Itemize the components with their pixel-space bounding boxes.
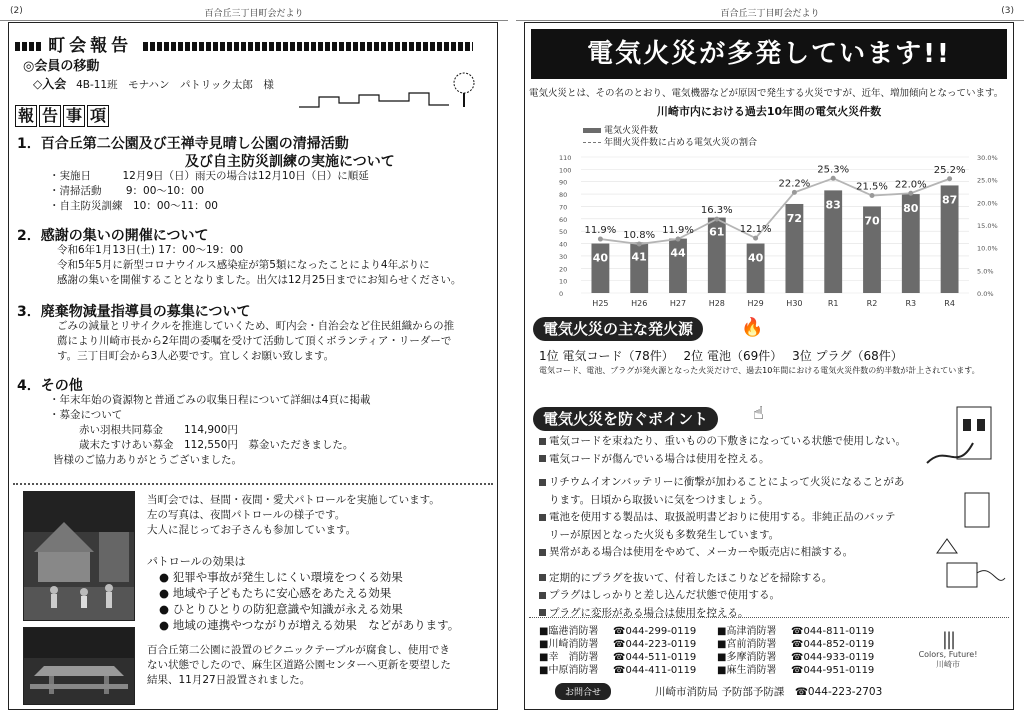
prevention-heading: 電気火災を防ぐポイント bbox=[533, 407, 718, 431]
plug-illustrations bbox=[917, 403, 1009, 603]
y-tick-label: 0 bbox=[559, 290, 564, 298]
bar-value-label: 61 bbox=[709, 225, 725, 239]
fire-banner: 電気火災が多発しています!! bbox=[531, 29, 1007, 79]
bar-value-label: 72 bbox=[786, 211, 803, 225]
pct-label: 11.9% bbox=[662, 225, 694, 237]
item-1-line: ・清掃活動 9：00～10：00 bbox=[49, 185, 205, 197]
tip-item bbox=[539, 570, 919, 588]
pct-label: 22.2% bbox=[778, 178, 811, 190]
legend-bar-label: 電気火災件数 bbox=[604, 126, 659, 136]
effect-item: ● 犯罪や事故が発生しにくい環境をつくる効果 bbox=[159, 570, 403, 584]
item-2-title: 2．感謝の集いの開催について bbox=[17, 228, 209, 244]
item-4-line: 歳末たすけあい募金 112,550円 募金いただきました。 bbox=[79, 439, 354, 451]
station-name: ■麻生消防署 bbox=[717, 665, 777, 676]
causes-list: 1位 電気コード（78件） 2位 電池（69件） 3位 プラグ（68件） bbox=[539, 349, 903, 363]
y-tick-label: 50 bbox=[559, 228, 568, 237]
report-heading bbox=[15, 105, 111, 127]
station-name: ■高津消防署 bbox=[717, 626, 777, 637]
pct-label: 10.8% bbox=[623, 230, 656, 242]
logo-mark: ||| bbox=[941, 629, 955, 650]
legend-line-label: 年間火災件数に占める電気火災の割合 bbox=[604, 138, 758, 148]
logo-text: Colors, Future! bbox=[918, 650, 978, 659]
y-tick-label: 60 bbox=[559, 215, 568, 224]
page-title: 町会報告 bbox=[48, 36, 133, 56]
picnic-table-image bbox=[24, 628, 134, 704]
bar-value-label: 44 bbox=[670, 246, 686, 260]
x-tick-label: H30 bbox=[786, 299, 803, 308]
station-name: ■中原消防署 bbox=[539, 665, 599, 676]
contact-text: 川崎市消防局 予防部予防課 ☎044-223-2703 bbox=[655, 686, 883, 698]
y-tick-label: 40 bbox=[559, 240, 568, 249]
item-4-line: ・年末年始の資源物と普通ごみの収集日程について詳細は4頁に掲載 bbox=[49, 394, 371, 406]
night-patrol-image bbox=[24, 492, 134, 620]
pct-point bbox=[831, 176, 836, 181]
y2-tick-label: 20.0% bbox=[977, 199, 998, 208]
chart-svg bbox=[525, 101, 1013, 311]
x-tick-label: H27 bbox=[669, 299, 687, 308]
left-page bbox=[0, 0, 508, 719]
chart-area bbox=[525, 101, 1013, 311]
station-tel: ☎044-951-0119 bbox=[791, 665, 875, 676]
station-name: ■幸 消防署 bbox=[539, 652, 599, 663]
effects-list bbox=[159, 569, 459, 633]
item-4-line: ・募金について bbox=[49, 409, 123, 421]
item-3-line: す。三丁目町会から3人必要です。宜しくお願い致します。 bbox=[57, 350, 335, 362]
title-deco-left bbox=[15, 36, 43, 55]
y-tick-label: 30 bbox=[559, 252, 568, 261]
title-deco-right bbox=[143, 42, 473, 51]
contact-label: お問合せ bbox=[555, 683, 611, 700]
y2-tick-label: 30.0% bbox=[977, 154, 998, 162]
y-tick-label: 70 bbox=[559, 203, 568, 212]
join-row bbox=[33, 75, 274, 92]
pct-label: 21.5% bbox=[856, 181, 888, 193]
running-title: 百合丘三丁目町会だより bbox=[720, 9, 820, 19]
station-tel: ☎044-933-0119 bbox=[791, 652, 875, 663]
tip-item-cont: リーが原因となった火災も多数発生しています。 bbox=[549, 528, 780, 541]
y-tick-label: 20 bbox=[559, 265, 568, 274]
stations-table bbox=[539, 625, 899, 677]
fire-frame bbox=[524, 22, 1014, 710]
station-name: ■川崎消防署 bbox=[539, 639, 599, 650]
item-2-body bbox=[57, 243, 461, 288]
y2-tick-label: 25.0% bbox=[977, 176, 998, 185]
bench-line: ない状態でしたので、麻生区道路公園センターへ更新を要望した bbox=[147, 659, 451, 671]
effect-item: ● 地域や子どもたちに安心感をあたえる効果 bbox=[159, 586, 392, 600]
report-heading-char: 項 bbox=[87, 105, 109, 127]
item-3-body bbox=[57, 319, 454, 364]
tips-list bbox=[539, 433, 919, 622]
running-header bbox=[0, 6, 508, 21]
tip-text: 電気コードが傷んでいる場合は使用を控える。 bbox=[549, 452, 770, 465]
tip-text: プラグに変形がある場合は使用を控える。 bbox=[549, 606, 749, 619]
x-tick-label: H25 bbox=[592, 299, 609, 308]
report-frame bbox=[8, 22, 498, 710]
item-3-line: 薦により川崎市長から2年間の委嘱を受けて活動して頂くボランティア・リーダーで bbox=[57, 335, 452, 347]
item-1-line: ・自主防災訓練 10：00～11：00 bbox=[49, 200, 218, 212]
item-4-body bbox=[49, 393, 370, 468]
station-tel: ☎044-223-0119 bbox=[613, 639, 697, 650]
pct-point bbox=[676, 237, 681, 242]
pct-point bbox=[870, 193, 875, 198]
station-name: ■臨港消防署 bbox=[539, 626, 599, 637]
item-1-title2: 及び自主防災訓練の実施について bbox=[185, 154, 395, 170]
tip-item bbox=[539, 587, 919, 605]
station-tel: ☎044-852-0119 bbox=[791, 639, 875, 650]
y-tick-label: 110 bbox=[559, 154, 572, 162]
page-number: (2) bbox=[10, 6, 23, 16]
y-tick-label: 80 bbox=[559, 191, 568, 200]
bar-value-label: 80 bbox=[903, 202, 919, 216]
tip-text: 電池を使用する製品は、取扱説明書どおりに使用する。非純正品のバッテ bbox=[549, 511, 896, 523]
effect-item: ● ひとりひとりの防犯意識や知識が永える効果 bbox=[159, 602, 403, 616]
join-detail: 4B-11班 モナハン パトリック太郎 様 bbox=[76, 79, 274, 91]
tip-text: 電気コードを束ねたり、重いものの下敷きになっている状態で使用しない。 bbox=[549, 435, 906, 447]
stations-grid bbox=[539, 625, 899, 677]
y2-tick-label: 10.0% bbox=[977, 244, 998, 253]
causes-note: 電気コード、電池、プラグが発火源となった火災だけで、過去10年間における電気火災件数の約半数が計上されています。 bbox=[539, 366, 980, 375]
x-tick-label: R1 bbox=[827, 299, 839, 308]
item-1-title: 1．百合丘第二公園及び王禅寺見晴し公園の清掃活動 bbox=[17, 136, 349, 152]
report-heading-char: 事 bbox=[63, 105, 85, 127]
section-divider bbox=[13, 483, 493, 485]
bench-photo bbox=[23, 627, 135, 705]
bench-line: 百合丘第二公園に設置のピクニックテーブルが腐食し、使用でき bbox=[147, 644, 450, 656]
pct-point bbox=[792, 190, 797, 195]
patrol-line: 当町会では、昼間・夜間・愛犬パトロールを実施しています。 bbox=[147, 494, 440, 506]
item-4-title: 4．その他 bbox=[17, 378, 83, 394]
tip-item bbox=[539, 544, 919, 562]
flame-icon: 🔥 bbox=[741, 317, 764, 338]
members-heading: ◎会員の移動 bbox=[23, 59, 100, 74]
patrol-line: 左の写真は、夜間パトロールの様子です。 bbox=[147, 509, 346, 521]
pct-label: 16.3% bbox=[700, 205, 733, 217]
tip-item bbox=[539, 451, 919, 469]
x-tick-label: R3 bbox=[905, 299, 917, 308]
fire-intro: 電気火災とは、その名のとおり、電気機器などが原因で発生する火災ですが、近年、増加傾向となっています。 bbox=[529, 88, 1004, 99]
pct-label: 25.2% bbox=[933, 164, 966, 176]
tip-text: 定期的にプラグを抜いて、付着したほこりなどを掃除する。 bbox=[549, 571, 833, 584]
right-page bbox=[516, 0, 1024, 719]
pct-point bbox=[714, 217, 719, 222]
y2-tick-label: 0.0% bbox=[977, 290, 994, 298]
running-header bbox=[516, 6, 1024, 21]
tip-text: プラグはしっかりと差し込んだ状態で使用する。 bbox=[549, 589, 780, 601]
y-tick-label: 90 bbox=[559, 178, 568, 187]
pct-point bbox=[947, 176, 952, 181]
chart-title: 川崎市内における過去10年間の電気火災件数 bbox=[656, 105, 882, 118]
stations-divider bbox=[529, 617, 1009, 618]
bar-value-label: 70 bbox=[864, 214, 880, 228]
item-2-line: 感謝の集いを開催することとなりました。出欠は12月25日までにお知らせください。 bbox=[57, 274, 462, 286]
item-3-line: ごみの減量とリサイクルを推進していくため、町内会・自治会など住民組織からの推 bbox=[57, 320, 455, 332]
skyline-decoration bbox=[299, 71, 479, 111]
bench-text bbox=[147, 643, 451, 688]
title-row bbox=[15, 31, 491, 56]
station-tel: ☎044-411-0119 bbox=[613, 665, 697, 676]
bar-value-label: 83 bbox=[825, 198, 841, 212]
running-title: 百合丘三丁目町会だより bbox=[204, 9, 304, 19]
item-4-line: 赤い羽根共同募金 114,900円 bbox=[79, 424, 238, 436]
bar-value-label: 87 bbox=[941, 193, 958, 207]
station-tel: ☎044-299-0119 bbox=[613, 626, 697, 637]
item-2-line: 令和5年5月に新型コロナウイルス感染症が第5類になったことにより4年ぶりに bbox=[57, 259, 430, 271]
patrol-text bbox=[147, 493, 440, 538]
effect-item: ● 地域の連携やつながりが増える効果 などがあります。 bbox=[159, 618, 460, 632]
pct-label: 22.0% bbox=[894, 179, 927, 191]
station-name: ■多摩消防署 bbox=[717, 652, 777, 663]
tip-item bbox=[539, 433, 919, 451]
station-name: ■宮前消防署 bbox=[717, 639, 777, 650]
tip-text: リチウムイオンバッテリーに衝撃が加わることによって火災になることがあ bbox=[549, 476, 905, 488]
bar-value-label: 41 bbox=[631, 250, 647, 264]
station-tel: ☎044-811-0119 bbox=[791, 626, 875, 637]
tip-item bbox=[539, 474, 919, 492]
station-tel: ☎044-511-0119 bbox=[613, 652, 697, 663]
bar-value-label: 40 bbox=[592, 251, 609, 265]
item-2-line: 令和6年1月13日(土) 17：00～19：00 bbox=[57, 244, 244, 256]
join-label: ◇入会 bbox=[33, 77, 67, 91]
x-tick-label: H26 bbox=[631, 299, 648, 308]
report-heading-char: 報 bbox=[15, 105, 37, 127]
effects-heading: パトロールの効果は bbox=[147, 555, 246, 568]
patrol-line: 大人に混じってお子さんも参加しています。 bbox=[147, 524, 357, 536]
pct-point bbox=[908, 191, 913, 196]
x-tick-label: H29 bbox=[747, 299, 764, 308]
pct-label: 25.3% bbox=[817, 164, 850, 176]
x-tick-label: H28 bbox=[708, 299, 725, 308]
item-1-body bbox=[49, 169, 369, 214]
pct-label: 11.9% bbox=[584, 225, 617, 237]
patrol-photo bbox=[23, 491, 135, 621]
x-tick-label: R4 bbox=[944, 299, 955, 308]
y2-tick-label: 15.0% bbox=[977, 222, 998, 230]
tip-item-cont: ります。日頃から取扱いに気をつけましょう。 bbox=[549, 493, 769, 506]
tip-item bbox=[539, 605, 919, 623]
page-number: (3) bbox=[1001, 6, 1014, 16]
item-4-line: 皆様のご協力ありがとうございました。 bbox=[53, 454, 242, 466]
pointing-hand-icon: ☝ bbox=[753, 403, 764, 424]
y2-tick-label: 5.0% bbox=[977, 267, 994, 276]
bench-line: 結果、11月27日設置されました。 bbox=[147, 674, 311, 686]
bar-value-label: 40 bbox=[747, 251, 764, 265]
tip-text: 異常がある場合は使用をやめて、メーカーや販売店に相談する。 bbox=[549, 546, 854, 558]
logo-sub: 川崎市 bbox=[936, 660, 960, 669]
pct-point bbox=[598, 237, 603, 242]
item-1-line: ・実施日 12月9日（日）雨天の場合は12月10日（日）に順延 bbox=[49, 170, 369, 182]
x-tick-label: R2 bbox=[866, 299, 878, 308]
report-heading-char: 告 bbox=[39, 105, 61, 127]
tip-item bbox=[539, 509, 919, 527]
y-tick-label: 10 bbox=[559, 277, 568, 286]
item-3-title: 3．廃棄物減量指導員の募集について bbox=[17, 304, 251, 320]
pct-point bbox=[753, 236, 758, 241]
colors-future-logo bbox=[903, 629, 993, 670]
pct-point bbox=[637, 242, 642, 247]
pct-label: 12.1% bbox=[739, 224, 772, 236]
y-tick-label: 100 bbox=[559, 166, 572, 175]
causes-heading: 電気火災の主な発火源 bbox=[533, 317, 703, 341]
